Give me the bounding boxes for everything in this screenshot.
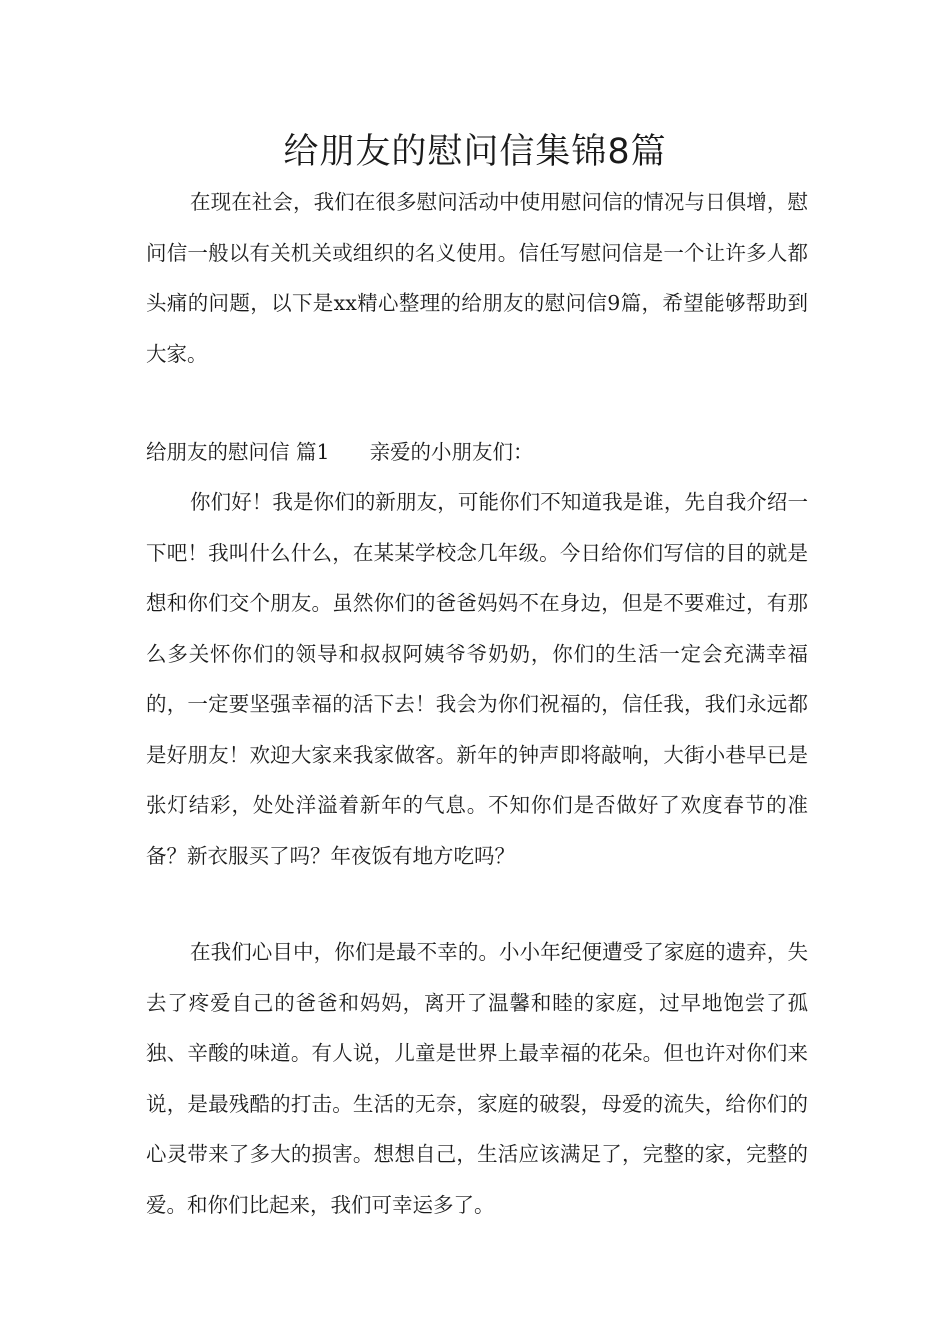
intro-paragraph: 在现在社会，我们在很多慰问活动中使用慰问信的情况与日俱增，慰问信一般以有关机关或组织的名义使用。信任写慰问信是一个让许多人都头痛的问题，以下是xx精心整理的给朋友的慰问信9篇，希望能够帮助到大家。	[146, 190, 808, 366]
letter-paragraph-2: 在我们心目中，你们是最不幸的。小小年纪便遭受了家庭的遗弃，失去了疼爱自己的爸爸和妈妈，离开了温馨和睦的家庭，过早地饱尝了孤独、辛酸的味道。有人说，儿童是世界上最幸福的花朵。但也许对你们来说，是最残酷的打击。生活的无奈，家庭的破裂，母爱的流失，给你们的心灵带来了多大的损害。想想自己，生活应该满足了，完整的家，完整的爱。和你们比起来，我们可幸运多了。	[146, 940, 808, 1217]
letter-paragraph-1: 你们好！我是你们的新朋友，可能你们不知道我是谁，先自我介绍一下吧！我叫什么什么，在某某学校念几年级。今日给你们写信的目的就是想和你们交个朋友。虽然你们的爸爸妈妈不在身边，但是不要难过，有那么多关怀你们的领导和叔叔阿姨爷爷奶奶，你们的生活一定会充满幸福的，一定要坚强幸福的活下去！我会为你们祝福的，信任我，我们永远都是好朋友！欢迎大家来我家做客。新年的钟声即将敲响，大街小巷早已是张灯结彩，处处洋溢着新年的气息。不知你们是否做好了欢度春节的准备？新衣服买了吗？年夜饭有地方吃吗？	[146, 490, 808, 868]
document-title: 给朋友的慰问信集锦8篇	[283, 132, 667, 172]
section-heading: 给朋友的慰问信 篇1	[146, 440, 330, 464]
salutation: 亲爱的小朋友们：	[369, 440, 534, 464]
section-heading-line	[146, 427, 808, 478]
